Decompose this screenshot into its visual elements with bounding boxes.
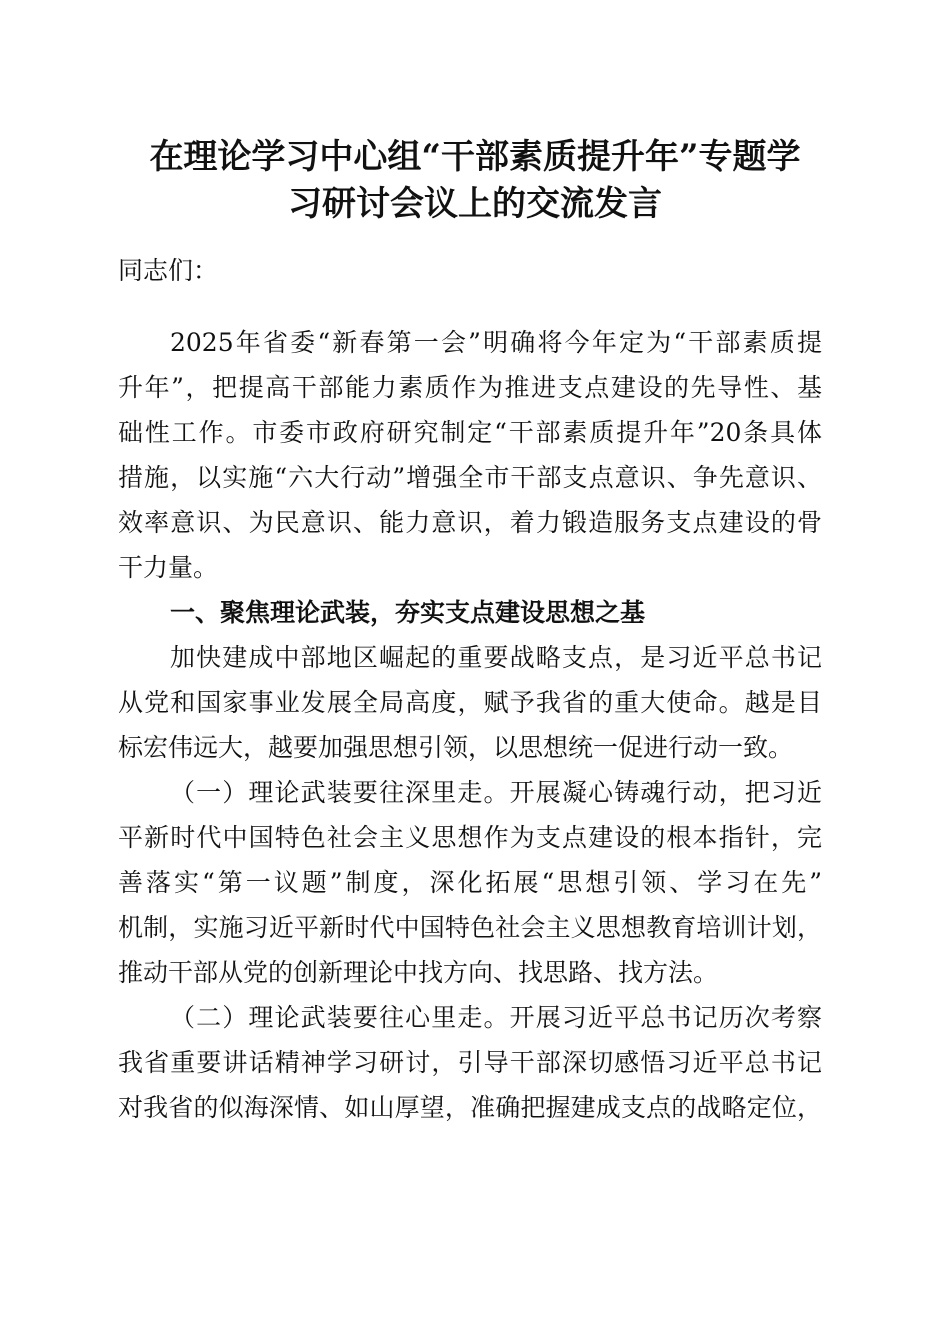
text-line: 从党和国家事业发展全局高度，赋予我省的重大使命。越是目 xyxy=(118,688,822,717)
text-line: 我省重要讲话精神学习研讨，引导干部深切感悟习近平总书记 xyxy=(118,1048,822,1077)
title-line: 习研讨会议上的交流发言 xyxy=(288,184,662,224)
text-line: （二）理论武装要往心里走。开展习近平总书记历次考察 xyxy=(170,1003,822,1032)
text-line: 一、聚焦理论武装，夯实支点建设思想之基 xyxy=(170,598,646,627)
text-line: 2025年省委“新春第一会”明确将今年定为“干部素质提 xyxy=(170,328,822,357)
document-title xyxy=(110,134,840,228)
text-line: 平新时代中国特色社会主义思想作为支点建设的根本指针，完 xyxy=(118,823,822,852)
text-line: 础性工作。市委市政府研究制定“干部素质提升年”20条具体 xyxy=(118,418,822,447)
text-line: 善落实“第一议题”制度，深化拓展“思想引领、学习在先” xyxy=(118,868,822,897)
salutation: 同志们： xyxy=(118,256,219,285)
document-body xyxy=(118,248,822,1130)
text-line: 干力量。 xyxy=(118,553,219,582)
text-line: 标宏伟远大，越要加强思想引领，以思想统一促进行动一致。 xyxy=(118,733,794,762)
text-line: 效率意识、为民意识、能力意识，着力锻造服务支点建设的骨 xyxy=(118,508,822,537)
paragraph xyxy=(118,635,822,770)
text-line: 对我省的似海深情、如山厚望，准确把握建成支点的战略定位， xyxy=(118,1093,822,1122)
text-line: 加快建成中部地区崛起的重要战略支点，是习近平总书记 xyxy=(170,643,822,672)
text-line: 推动干部从党的创新理论中找方向、找思路、找方法。 xyxy=(118,958,719,987)
text-line: （一）理论武装要往深里走。开展凝心铸魂行动，把习近 xyxy=(170,778,822,807)
paragraph xyxy=(118,995,822,1130)
title-line: 在理论学习中心组“干部素质提升年”专题学 xyxy=(149,137,801,177)
text-line: 措施，以实施“六大行动”增强全市干部支点意识、争先意识、 xyxy=(118,463,822,492)
text-line: 机制，实施习近平新时代中国特色社会主义思想教育培训计划， xyxy=(118,913,822,942)
text-line: 升年”，把提高干部能力素质作为推进支点建设的先导性、基 xyxy=(118,373,822,402)
paragraph xyxy=(118,320,822,590)
section-heading xyxy=(118,590,822,635)
paragraph xyxy=(118,770,822,995)
